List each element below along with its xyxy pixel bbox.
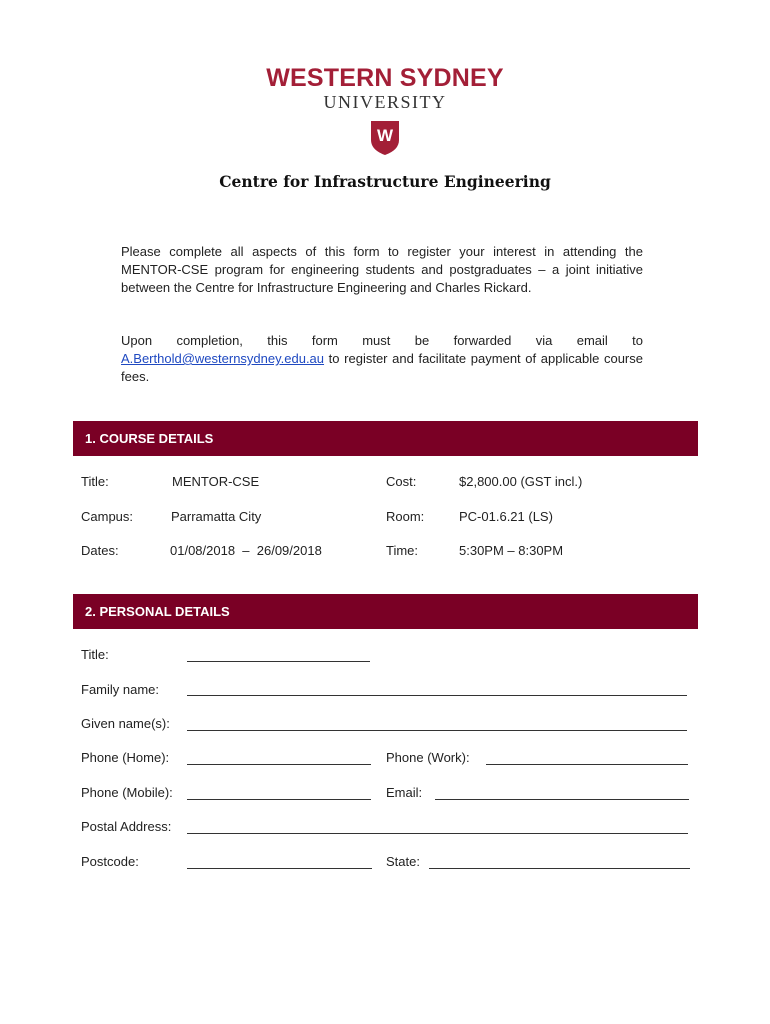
university-name: WESTERN SYDNEY: [266, 64, 504, 92]
title-field-label: Title:: [81, 647, 109, 662]
completion-paragraph: [121, 332, 643, 386]
given-names-field[interactable]: [187, 730, 687, 731]
page-title: Centre for Infrastructure Engineering: [219, 172, 551, 191]
family-name-label: Family name:: [81, 682, 160, 697]
course-details-title: 1. COURSE DETAILS: [85, 431, 214, 446]
state-label: State:: [386, 854, 420, 869]
postal-address-field[interactable]: [187, 833, 688, 834]
postal-address-label: Postal Address:: [81, 819, 172, 834]
completion-text-after: to register and facilitate payment of applicable course fees.: [121, 351, 643, 384]
shield-letter: W: [376, 126, 394, 145]
postcode-field[interactable]: [187, 868, 372, 869]
cost-value: $2,800.00 (GST incl.): [459, 474, 583, 489]
course-title-value: MENTOR-CSE: [172, 474, 260, 489]
phone-work-field[interactable]: [486, 764, 688, 765]
personal-details-title: 2. PERSONAL DETAILS: [85, 604, 230, 619]
dates-value: 01/08/2018 – 26/09/2018: [170, 543, 322, 558]
dates-label: Dates:: [81, 543, 119, 558]
room-value: PC-01.6.21 (LS): [459, 509, 553, 524]
course-title-label: Title:: [81, 474, 109, 489]
campus-label: Campus:: [81, 509, 134, 524]
state-field[interactable]: [429, 868, 690, 869]
cost-label: Cost:: [386, 474, 417, 489]
intro-paragraph: Please complete all aspects of this form to register your interest in attending the MENTOR-CSE program for engineering students and postgraduates – a joint initiative between the Centre for Infrastructure Engineering and Charles Rickard.: [121, 244, 643, 295]
given-names-label: Given name(s):: [81, 716, 170, 731]
phone-mobile-label: Phone (Mobile):: [81, 785, 173, 800]
personal-details-header: [73, 594, 698, 629]
course-details-header: [73, 421, 698, 456]
completion-text-before: Upon completion, this form must be forwarded via email to: [121, 333, 643, 348]
phone-work-label: Phone (Work):: [386, 750, 470, 765]
time-label: Time:: [386, 543, 419, 558]
room-label: Room:: [386, 509, 425, 524]
university-shield-icon: [370, 120, 400, 156]
title-field[interactable]: [187, 661, 370, 662]
time-value: 5:30PM – 8:30PM: [459, 543, 564, 558]
email-label: Email:: [386, 785, 423, 800]
family-name-field[interactable]: [187, 695, 687, 696]
phone-home-label: Phone (Home):: [81, 750, 170, 765]
phone-mobile-field[interactable]: [187, 799, 371, 800]
phone-home-field[interactable]: [187, 764, 371, 765]
university-subtitle: UNIVERSITY: [323, 92, 447, 112]
email-link[interactable]: A.Berthold@westernsydney.edu.au: [121, 351, 325, 366]
postcode-label: Postcode:: [81, 854, 139, 869]
campus-value: Parramatta City: [171, 509, 262, 524]
email-field[interactable]: [435, 799, 689, 800]
